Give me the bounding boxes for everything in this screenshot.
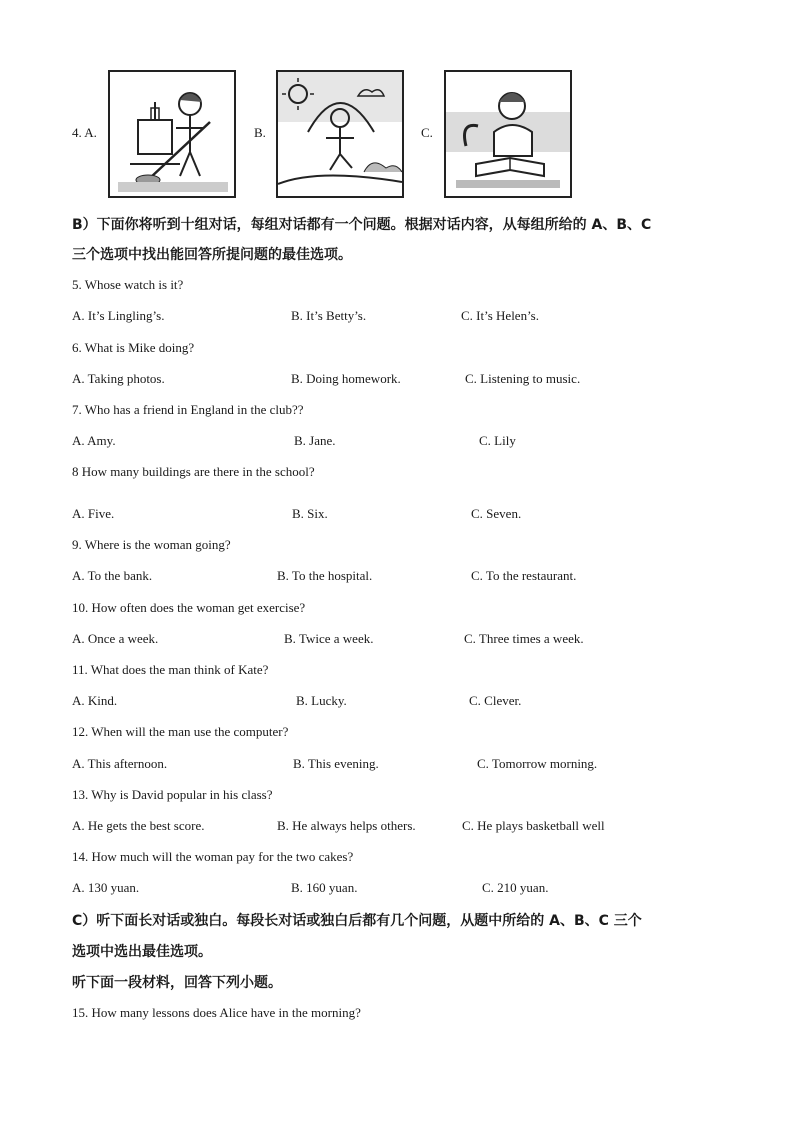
q11-option-a: A. Kind.	[72, 693, 118, 708]
q11-option-b: B. Lucky.	[296, 693, 347, 708]
section-c-instruction-line2: 选项中选出最佳选项。	[72, 944, 212, 960]
q12-option-b: B. This evening.	[293, 756, 379, 771]
q12-option-c: C. Tomorrow morning.	[477, 756, 598, 771]
section-c-instruction-line3: 听下面一段材料，回答下列小题。	[72, 975, 282, 991]
q14-option-c: C. 210 yuan.	[482, 880, 549, 895]
q7-option-a: A. Amy.	[72, 433, 116, 448]
q9-option-b: B. To the hospital.	[277, 568, 373, 583]
q8-option-b: B. Six.	[292, 506, 328, 521]
q8-option-a: A. Five.	[72, 506, 115, 521]
question-6: 6. What is Mike doing?	[72, 340, 195, 355]
q9-option-a: A. To the bank.	[72, 568, 153, 583]
q6-option-a: A. Taking photos.	[72, 371, 165, 386]
girl-sweeping-floor-picture	[108, 70, 236, 198]
q12-option-a: A. This afternoon.	[72, 756, 168, 771]
q4-label: 4. A.	[72, 125, 97, 140]
q10-option-b: B. Twice a week.	[284, 631, 374, 646]
question-9: 9. Where is the woman going?	[72, 537, 231, 552]
q4-option-b-label: B.	[254, 125, 266, 140]
question-11: 11. What does the man think of Kate?	[72, 662, 269, 677]
q6-option-b: B. Doing homework.	[291, 371, 401, 386]
question-13: 13. Why is David popular in his class?	[72, 787, 273, 802]
q13-option-c: C. He plays basketball well	[462, 818, 605, 833]
q13-option-a: A. He gets the best score.	[72, 818, 205, 833]
section-c-instruction-line1: C）听下面长对话或独白。每段长对话或独白后都有几个问题，从题中所给的 A、B、C 三个	[72, 913, 642, 929]
question-15: 15. How many lessons does Alice have in the morning?	[72, 1005, 361, 1020]
girl-jumping-rope-picture	[276, 70, 404, 198]
question-7: 7. Who has a friend in England in the club??	[72, 402, 304, 417]
question-8: 8 How many buildings are there in the school?	[72, 464, 315, 479]
section-b-instruction-line1: B）下面你将听到十组对话，每组对话都有一个问题。根据对话内容，从每组所给的 A、B、C	[72, 217, 652, 233]
q6-option-c: C. Listening to music.	[465, 371, 581, 386]
q7-option-b: B. Jane.	[294, 433, 336, 448]
question-5: 5. Whose watch is it?	[72, 277, 184, 292]
reading-illustration	[446, 72, 570, 196]
q5-option-a: A. It’s Lingling’s.	[72, 308, 165, 323]
q5-option-b: B. It’s Betty’s.	[291, 308, 367, 323]
boy-reading-book-picture	[444, 70, 572, 198]
q11-option-c: C. Clever.	[469, 693, 522, 708]
q5-option-c: C. It’s Helen’s.	[461, 308, 539, 323]
q13-option-b: B. He always helps others.	[277, 818, 416, 833]
sweeping-illustration	[110, 72, 234, 196]
q14-option-a: A. 130 yuan.	[72, 880, 140, 895]
question-10: 10. How often does the woman get exercise?	[72, 600, 306, 615]
q10-option-a: A. Once a week.	[72, 631, 159, 646]
jump-rope-illustration	[278, 72, 402, 196]
q9-option-c: C. To the restaurant.	[471, 568, 577, 583]
q14-option-b: B. 160 yuan.	[291, 880, 358, 895]
q7-option-c: C. Lily	[479, 433, 516, 448]
question-12: 12. When will the man use the computer?	[72, 724, 289, 739]
q8-option-c: C. Seven.	[471, 506, 522, 521]
question-14: 14. How much will the woman pay for the two cakes?	[72, 849, 354, 864]
q10-option-c: C. Three times a week.	[464, 631, 584, 646]
section-b-instruction-line2: 三个选项中找出能回答所提问题的最佳选项。	[72, 247, 352, 263]
q4-option-c-label: C.	[421, 125, 433, 140]
